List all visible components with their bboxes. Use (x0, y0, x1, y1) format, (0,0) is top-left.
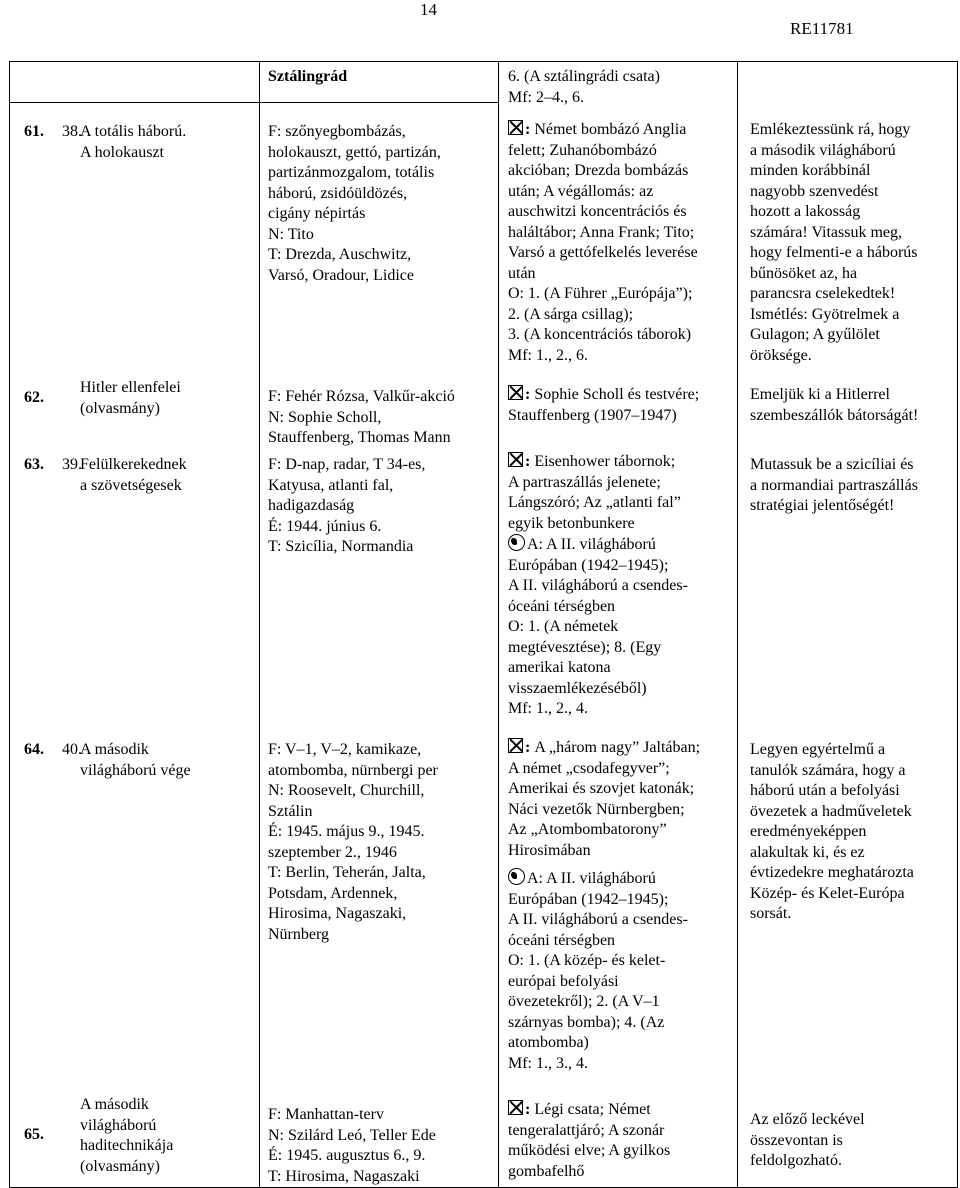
map-list: A: A II. világháború Európában (1942–1945); A II. világháború a csendes- óceáni térségben O: 1. (A németek megtévesztése); 8. (Egy amerikai katona visszaemlékezéséből) Mf: 1., 2., 4. (508, 536, 688, 717)
picture-icon (508, 738, 523, 753)
sources: : A „három nagy” Jaltában; A német „csodafegyver”; Amerikai és szovjet katonák; Náci vezetők Nürnbergben; Az „Atombombatorony” Hirosimában (508, 739, 701, 859)
concepts: F: Manhattan-terv N: Szilárd Leó, Teller Ede É: 1945. augusztus 6., 9. T: Hirosima, Nagaszaki (268, 1106, 436, 1185)
map-list: A: A II. világháború Európában (1942–1945); A II. világháború a csendes- óceáni térségben O: 1. (A közép- és kelet- európai befolyási övezetekről); 2. (A V–1 szárnyas bomba); 4. (Az atombomba) Mf: 1., 3., 4. (508, 870, 688, 1072)
lesson-number: 38. (62, 123, 82, 140)
lesson-title: A totális háború. A holokauszt (80, 123, 187, 161)
goal: Emlékeztessünk rá, hogy a második világháború minden korábbinál nagyobb szenvedést hozott a lakosság számára! Vitassuk meg, hogy felmenti-e a háborús bűnösöket az, ha parancsra cselekedtek! Ismétlés: Gyötrelmek a Gulagon; A gyűlölet öröksége. (750, 121, 918, 364)
lesson-title: Felülkerekednek a szövetségesek (80, 456, 187, 494)
globe-icon (508, 868, 525, 885)
sources-top: 6. (A sztálingrádi csata) Mf: 2–4., 6. (508, 68, 660, 106)
lesson-title: A második világháború vége (80, 741, 191, 779)
goal: Mutassuk be a szicíliai és a normandiai partraszállás stratégiai jelentőségét! (750, 456, 918, 514)
lesson-title: Hitler ellenfelei (olvasmány) (80, 379, 181, 417)
row-number: 65. (24, 1126, 44, 1143)
goal: Az előző leckével összevontan is feldolgozható. (750, 1111, 865, 1169)
row-number: 64. (24, 741, 44, 758)
page-number: 14 (420, 0, 437, 19)
row-number: 62. (24, 389, 44, 406)
goal: Emeljük ki a Hitlerrel szembeszállók bátorságát! (750, 386, 919, 424)
concepts: F: V–1, V–2, kamikaze, atombomba, nürnbergi per N: Roosevelt, Churchill, Sztálin É: 1945. május 9., 1945. szeptember 2., 1946 T: Berlin, Teherán, Jalta, Potsdam, Ardennek, Hirosima, Nagaszaki, Nürnberg (268, 741, 438, 943)
lesson-title: A második világháború haditechnikája (olvasmány) (80, 1096, 174, 1175)
concepts: F: szőnyegbombázás, holokauszt, gettó, partizán, partizánmozgalom, totális háború, zsidóüldözés, cigány népirtás N: Tito T: Drezda, Auschwitz, Varsó, Oradour, Lidice (268, 123, 441, 284)
sources: : Német bombázó Anglia felett; Zuhanóbombázó akcióban; Drezda bombázás után; A végállomás: az auschwitzi koncentrációs és haláltábor; Anna Frank; Tito; Varsó a gettófelkelés leverése után O: 1. (A Führer „Európája”); 2. (A sárga csillag); 3. (A koncentrációs táborok) Mf: 1., 2., 6. (508, 121, 698, 364)
picture-icon (508, 385, 523, 400)
concepts: F: Fehér Rózsa, Valkűr-akció N: Sophie Scholl, Stauffenberg, Thomas Mann (268, 388, 455, 446)
lesson-number: 40. (62, 741, 82, 758)
row-number: 61. (24, 123, 44, 140)
sources: : Eisenhower tábornok; A partraszállás jelenete; Lángszóró; Az „atlanti fal” egyik betonbunkere (508, 453, 681, 532)
sources: : Sophie Scholl és testvére; Stauffenberg (1907–1947) (508, 386, 700, 424)
picture-icon (508, 1100, 523, 1115)
lesson-number: 39. (62, 456, 82, 473)
row-number: 63. (24, 456, 44, 473)
globe-icon (508, 534, 525, 551)
picture-icon (508, 452, 523, 467)
topic-title: Sztálingrád (268, 68, 348, 85)
goal: Legyen egyértelmű a tanulók számára, hogy a háború után a befolyási övezetek a hadműveletek eredményeképpen alakultak ki, és ez évtizedekre meghatározta Közép- és Kelet-Európa sorsát. (750, 741, 914, 922)
picture-icon (508, 120, 523, 135)
concepts: F: D-nap, radar, T 34-es, Katyusa, atlanti fal, hadigazdaság É: 1944. június 6. T: Szicília, Normandia (268, 456, 426, 555)
sources: : Légi csata; Német tengeralattjáró; A szonár működési elve; A gyilkos gombafelhő (508, 1101, 671, 1180)
document-code: RE11781 (790, 19, 854, 38)
